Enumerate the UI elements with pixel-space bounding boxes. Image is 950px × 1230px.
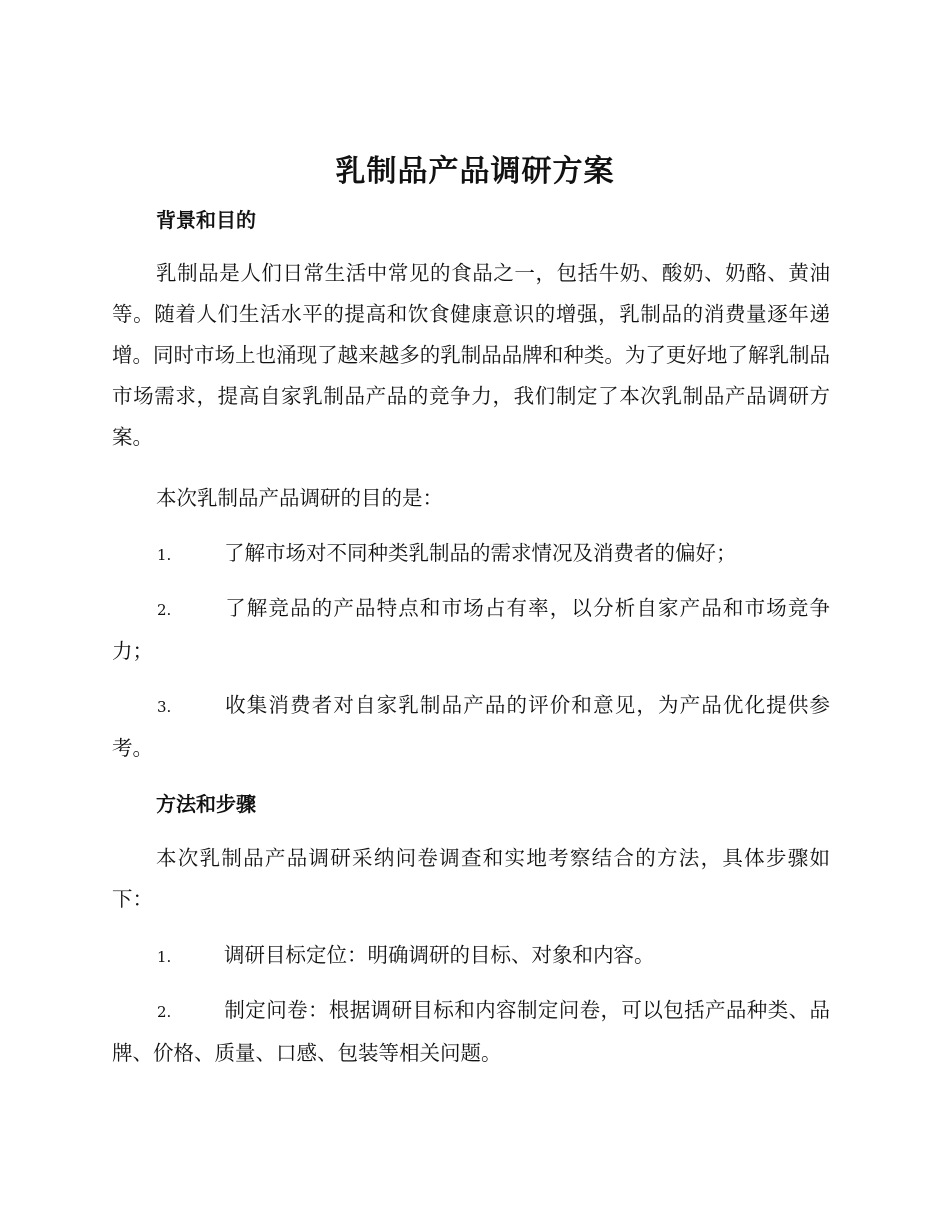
section-heading-method: 方法和步骤 — [156, 792, 256, 816]
list-item — [112, 990, 830, 1074]
paragraph-method-intro: 本次乳制品产品调研采纳问卷调查和实地考察结合的方法，具体步骤如下： — [112, 846, 830, 911]
list-text: 制定问卷：根据调研目标和内容制定问卷，可以包括产品种类、品牌、价格、质量、口感、包装等相关问题。 — [112, 998, 830, 1065]
paragraph-background: 乳制品是人们日常生活中常见的食品之一，包括牛奶、酸奶、奶酪、黄油等。随着人们生活水平的提高和饮食健康意识的增强，乳制品的消费量逐年递增。同时市场上也涌现了越来越多的乳制品品牌和种类。为了更好地了解乳制品市场需求，提高自家乳制品产品的竞争力，我们制定了本次乳制品产品调研方案。 — [112, 261, 830, 449]
list-item — [112, 588, 830, 672]
paragraph-purpose-intro: 本次乳制品产品调研的目的是： — [156, 486, 443, 510]
list-number: 2. — [157, 1003, 172, 1021]
list-item — [112, 533, 830, 576]
list-text: 收集消费者对自家乳制品产品的评价和意见，为产品优化提供参考。 — [112, 693, 830, 760]
list-number: 2. — [157, 601, 172, 619]
list-item — [112, 935, 830, 978]
document-title: 乳制品产品调研方案 — [335, 154, 615, 189]
list-number: 1. — [157, 948, 172, 966]
list-text: 了解竞品的产品特点和市场占有率，以分析自家产品和市场竞争力； — [112, 596, 830, 663]
list-number: 3. — [157, 698, 172, 716]
section-heading-background: 背景和目的 — [156, 208, 256, 232]
list-item — [112, 685, 830, 769]
list-text: 调研目标定位：明确调研的目标、对象和内容。 — [224, 943, 655, 967]
list-number: 1. — [157, 546, 172, 564]
list-text: 了解市场对不同种类乳制品的需求情况及消费者的偏好； — [224, 541, 737, 565]
